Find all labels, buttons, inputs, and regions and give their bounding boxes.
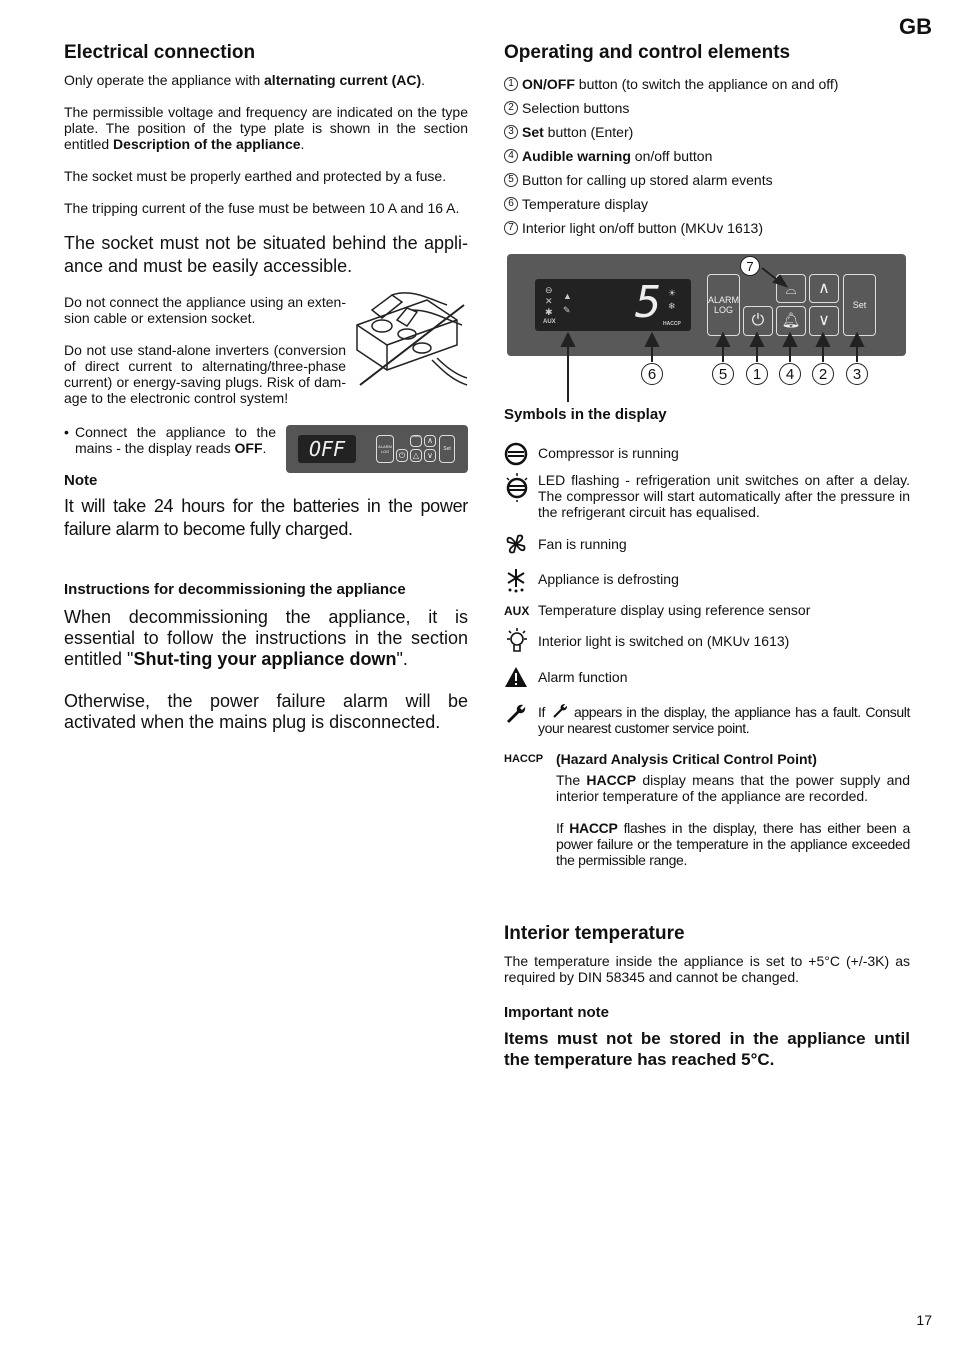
alarm-icon xyxy=(504,666,538,688)
mini-up-button[interactable]: ∧ xyxy=(424,435,436,447)
symbol-row xyxy=(504,602,910,619)
light-button[interactable]: ⌓ xyxy=(776,274,806,303)
paragraph: The socket must be properly earthed and protected by a fuse. xyxy=(64,168,447,184)
interior-section xyxy=(504,923,910,1070)
up-button[interactable]: ∧ xyxy=(809,274,839,303)
mini-light-button[interactable]: ⌒ xyxy=(412,436,420,445)
item-number: 7 xyxy=(504,221,518,235)
note-text: It will take 24 hours for the batteries in the power failure alarm to become fully charged. xyxy=(64,496,468,539)
haccp-symbol: HACCP xyxy=(504,753,544,765)
item-text: button (Enter) xyxy=(543,124,634,140)
symbol-text: Interior light is switched on (MKUv 1613) xyxy=(538,633,790,649)
symbol-row xyxy=(504,567,910,593)
operating-item xyxy=(504,72,910,96)
section-title: Interior temperature xyxy=(504,923,685,944)
note-section xyxy=(64,472,468,541)
item-text: button (to switch the appliance on and off) xyxy=(574,76,839,92)
bullet-dot: • xyxy=(64,424,69,440)
wrench-inline-icon xyxy=(550,702,570,720)
symbol-text: If appears in the display, the appliance has a fault. Consult your nearest customer service point. xyxy=(538,704,910,736)
extension-warning xyxy=(64,294,346,406)
symbol-row xyxy=(504,472,910,520)
callout-3: 3 xyxy=(846,363,868,385)
mini-power-button[interactable]: ⏻ xyxy=(396,449,408,462)
symbols-section xyxy=(504,406,910,876)
operating-item xyxy=(504,96,910,120)
paragraph: Do not use stand-alone inverters (conversion of direct current to alternating/three-phase current) or energy-saving plugs. Risk of dam-age to the electronic control system! xyxy=(64,342,346,406)
important-title: Important note xyxy=(504,1004,609,1021)
callout-4: 4 xyxy=(779,363,801,385)
mini-alarm-log-button[interactable]: ALARM LOG xyxy=(376,435,394,463)
paragraph: Only operate the appliance with alternating current (AC). xyxy=(64,72,426,88)
symbol-text: Compressor is running xyxy=(538,445,679,461)
alarm-log-button[interactable]: ALARM LOG xyxy=(707,274,740,336)
item-number: 6 xyxy=(504,197,518,211)
mini-down-button[interactable]: ∨ xyxy=(424,449,436,462)
defrost-icon xyxy=(504,567,538,593)
paragraph: Otherwise, the power failure alarm will be activated when the mains plug is disconnected. xyxy=(64,691,468,732)
callout-7: 7 xyxy=(740,256,760,276)
paragraph: The tripping current of the fuse must be between 10 A and 16 A. xyxy=(64,200,460,216)
emphasis-paragraph: The socket must not be situated behind the appli-ance and must be easily accessible. xyxy=(64,233,468,276)
decommission-section xyxy=(64,581,468,733)
operating-item xyxy=(504,216,910,240)
operating-item xyxy=(504,144,910,168)
operating-item xyxy=(504,168,910,192)
display-mid-icons: ▲ ✎ xyxy=(563,291,572,315)
symbol-row xyxy=(504,666,910,688)
mini-bell-button[interactable]: △ xyxy=(410,449,422,462)
paragraph: The temperature inside the appliance is set to +5°C (+/-3K) as required by DIN 58345 and cannot be changed. xyxy=(504,953,910,985)
crossed-extension-socket-icon xyxy=(352,290,470,392)
item-bold-label: Audible warning xyxy=(522,148,631,164)
symbol-row xyxy=(504,442,910,466)
electrical-section xyxy=(64,42,468,278)
paragraph: If HACCP flashes in the display, there has either been a power failure or the temperature in the appliance exceeded the permissible range. xyxy=(556,820,910,868)
paragraph: The permissible voltage and frequency are indicated on the type plate. The position of the type plate is shown in the section entitled Description of the appliance. xyxy=(64,104,468,152)
compressor-flashing-icon xyxy=(504,472,538,502)
item-number: 3 xyxy=(504,125,518,139)
wrench-icon xyxy=(504,702,538,726)
haccp-label: HACCP xyxy=(663,321,681,327)
callout-1: 1 xyxy=(746,363,768,385)
important-text: Items must not be stored in the appliance until the temperature has reached 5°C. xyxy=(504,1029,910,1069)
symbol-text: Alarm function xyxy=(538,669,628,685)
item-text: on/off button xyxy=(630,148,713,164)
mini-control-panel xyxy=(286,425,468,473)
aux-icon: AUX xyxy=(504,604,530,618)
symbol-text: Fan is running xyxy=(538,536,627,552)
symbols-title: Symbols in the display xyxy=(504,406,667,423)
down-button[interactable]: ∨ xyxy=(809,306,839,336)
item-text: Button for calling up stored alarm events xyxy=(522,172,773,188)
aux-label: AUX xyxy=(543,319,556,325)
compressor-icon xyxy=(504,442,538,466)
language-label: GB xyxy=(899,14,932,39)
symbol-row xyxy=(504,627,910,655)
display-left-icons: ⊖ ✕ ✱ xyxy=(545,285,553,317)
mini-set-button[interactable]: Set xyxy=(439,435,455,463)
bullet-text: Connect the appliance to the mains - the display reads OFF. xyxy=(75,424,276,456)
item-text: Interior light on/off button (MKUv 1613) xyxy=(522,220,763,236)
callout-2: 2 xyxy=(812,363,834,385)
operating-item xyxy=(504,192,910,216)
item-number: 5 xyxy=(504,173,518,187)
symbol-text: Temperature display using reference sensor xyxy=(538,602,811,618)
operating-item xyxy=(504,120,910,144)
haccp-heading xyxy=(504,751,817,767)
bell-button[interactable]: 🔔︎ xyxy=(776,306,806,336)
symbol-text: LED flashing - refrigeration unit switches on after a delay. The compressor will start automatically after the pressure in the refrigerant circuit has equalised. xyxy=(538,472,910,520)
symbol-text: Appliance is defrosting xyxy=(538,571,679,587)
item-number: 2 xyxy=(504,101,518,115)
callout-5: 5 xyxy=(712,363,734,385)
operating-section xyxy=(504,42,910,240)
item-number: 1 xyxy=(504,77,518,91)
haccp-title: (Hazard Analysis Critical Control Point) xyxy=(556,751,817,767)
paragraph: The HACCP display means that the power supply and interior temperature of the appliance are recorded. xyxy=(556,772,910,804)
item-bold-label: ON/OFF xyxy=(522,76,575,92)
item-text: Selection buttons xyxy=(522,100,630,116)
section-title: Electrical connection xyxy=(64,42,256,63)
symbol-row xyxy=(504,702,910,736)
power-button[interactable]: ⏻ xyxy=(743,306,773,336)
callout-6: 6 xyxy=(641,363,663,385)
mini-display: OFF xyxy=(298,435,356,463)
display-right-icons: ☀ ❄ xyxy=(668,288,677,311)
fan-icon xyxy=(504,532,538,556)
light-icon xyxy=(504,627,538,655)
symbol-row xyxy=(504,532,910,556)
item-text: Temperature display xyxy=(522,196,649,212)
note-title: Note xyxy=(64,472,98,489)
decommission-title: Instructions for decommissioning the appliance xyxy=(64,581,406,598)
display-digit: 5 xyxy=(635,277,662,328)
set-button[interactable]: Set xyxy=(843,274,876,336)
bullet-item xyxy=(64,424,276,456)
section-title: Operating and control elements xyxy=(504,42,791,63)
paragraph: Do not connect the appliance using an exten-sion cable or extension socket. xyxy=(64,294,346,326)
item-bold-label: Set xyxy=(522,124,544,140)
operating-list xyxy=(504,72,910,240)
paragraph: When decommissioning the appliance, it is essential to follow the instructions in the section entitled "Shut-ting your appliance down". xyxy=(64,607,468,669)
item-number: 4 xyxy=(504,149,518,163)
page-number: 17 xyxy=(916,1312,932,1328)
